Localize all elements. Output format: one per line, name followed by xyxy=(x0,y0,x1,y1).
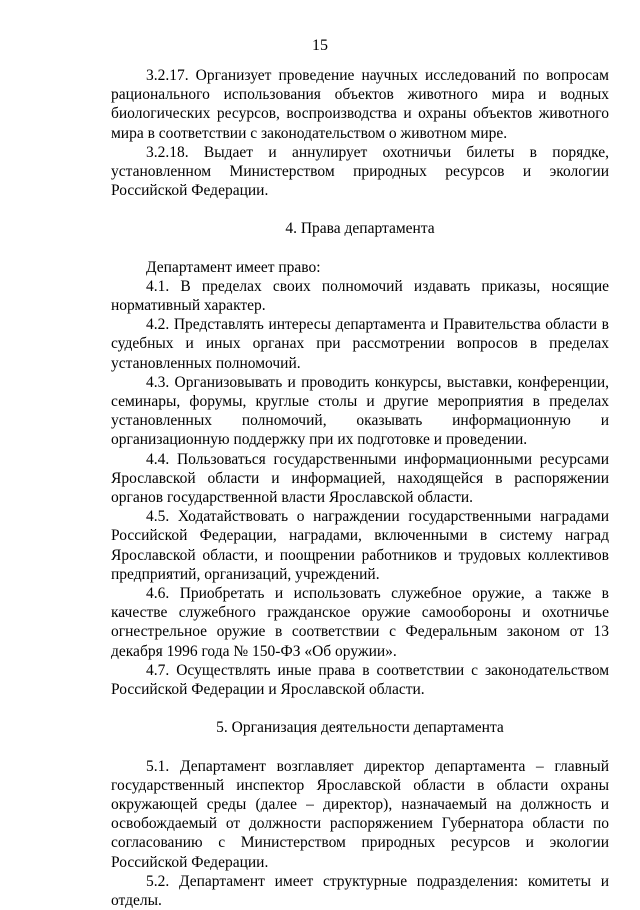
section-heading-5: 5. Организация деятельности департамента xyxy=(216,719,504,737)
paragraph-4-4: 4.4. Пользоваться государственными информационными ресурсами Ярославской области и информацией, находящейся в распоряжении органов государственной власти Ярославской области. xyxy=(111,450,609,507)
paragraph-4-3: 4.3. Организовывать и проводить конкурсы, выставки, конференции, семинары, форумы, круглые столы и другие мероприятия в пределах установленных полномочий, оказывать информационную и организационную поддержку при их подготовке и проведении. xyxy=(111,373,609,449)
paragraph-4-7: 4.7. Осуществлять иные права в соответствии с законодательством Российской Федерации и Ярославской области. xyxy=(111,661,609,699)
document-body xyxy=(111,66,609,910)
paragraph-3-2-17: 3.2.17. Организует проведение научных исследований по вопросам рационального использования объектов животного мира и водных биологических ресурсов, воспроизводства и охраны объектов животного мира в соответствии с законодательством о животном мире. xyxy=(111,67,609,142)
paragraph-4-6: 4.6. Приобретать и использовать служебное оружие, а также в качестве служебного гражданское оружие самообороны и охотничье огнестрельное оружие в соответствии с Федеральным законом от 13 декабря 1996 года № 150-ФЗ «Об оружии». xyxy=(111,585,609,660)
paragraph-3-2-18: 3.2.18. Выдает и аннулирует охотничьи билеты в порядке, установленном Министерством природных ресурсов и экологии Российской Федерации. xyxy=(111,143,609,200)
page-number: 15 xyxy=(312,37,328,54)
section-heading-4: 4. Права департамента xyxy=(285,220,435,238)
paragraph-5-1: 5.1. Департамент возглавляет директор департамента – главный государственный инспектор Ярославской области в области охраны окружающей среды (далее – директор), назначаемый на должность и освобождаемый от должности распоряжением Губернатора области по согласованию с Министерством природных ресурсов и экологии Российской Федерации. xyxy=(111,757,609,871)
paragraph-4-5: 4.5. Ходатайствовать о награждении государственными наградами Российской Федерации, наградами, включенными в систему наград Ярославской области, и поощрении работников и трудовых коллективов предприятий, организаций, учреждений. xyxy=(111,508,609,583)
paragraph-4-2: 4.2. Представлять интересы департамента и Правительства области в судебных и иных органах при рассмотрении вопросов в пределах установленных полномочий. xyxy=(111,316,609,372)
paragraph-5-2: 5.2. Департамент имеет структурные подразделения: комитеты и отделы. xyxy=(111,872,609,909)
paragraph-intro-rights: Департамент имеет право: xyxy=(146,258,321,276)
paragraph-4-1: 4.1. В пределах своих полномочий издавать приказы, носящие нормативный характер. xyxy=(111,277,609,315)
